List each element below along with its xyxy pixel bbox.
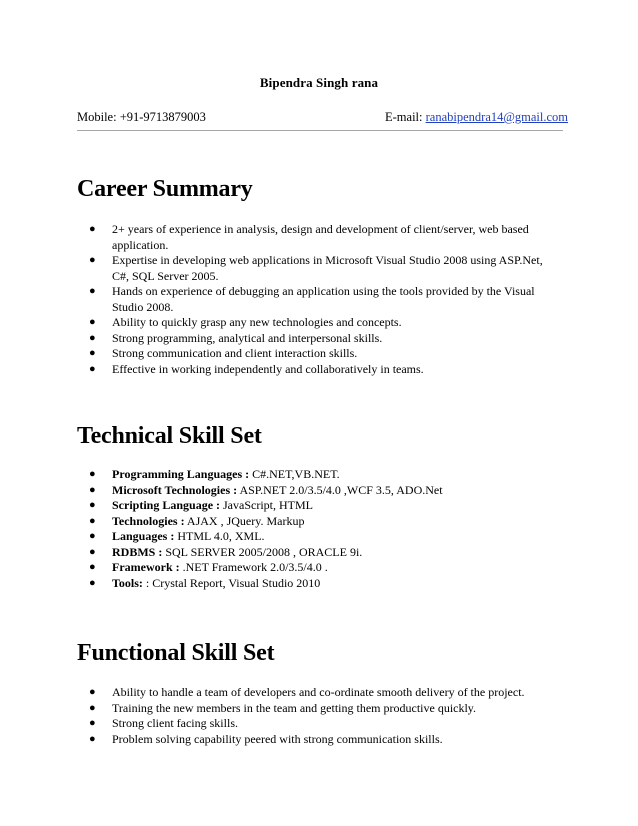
list-item-text: Expertise in developing web applications in Microsoft Visual Studio 2008 using ASP.Net, C#, SQL Server 2005.: [112, 253, 543, 283]
skill-value: JavaScript, HTML: [220, 498, 313, 512]
skill-label: Technologies :: [112, 513, 185, 528]
list-item: [77, 467, 557, 483]
list-item: [77, 315, 557, 331]
skill-label: Programming Languages :: [112, 467, 250, 481]
skill-value: AJAX , JQuery. Markup: [184, 513, 305, 528]
skill-value: HTML 4.0, XML.: [174, 529, 265, 543]
skill-value: .NET Framework 2.0/3.5/4.0 .: [179, 560, 328, 574]
bullet-icon: ●: [89, 576, 96, 589]
list-item: [77, 716, 557, 732]
candidate-name: Bipendra Singh rana: [259, 75, 379, 90]
bullet-icon: ●: [89, 254, 96, 266]
bullet-icon: ●: [89, 285, 96, 297]
bullet-icon: ●: [89, 331, 96, 344]
list-item: [77, 685, 557, 701]
career-summary-list: [77, 222, 557, 377]
bullet-icon: ●: [89, 483, 96, 496]
bullet-icon: ●: [89, 561, 96, 573]
list-item: [77, 514, 557, 530]
list-item-text: Strong communication and client interaction skills.: [112, 346, 358, 360]
list-item-text: Effective in working independently and collaboratively in teams.: [112, 361, 424, 376]
email-link[interactable]: ranabipendra14@gmail.com: [425, 110, 568, 124]
technical-skills-heading: Technical Skill Set: [77, 423, 262, 449]
list-item-text: Training the new members in the team and getting them productive quickly.: [112, 700, 477, 715]
list-item: [77, 498, 557, 514]
list-item: [77, 576, 557, 592]
skill-label: Microsoft Technologies :: [112, 482, 238, 497]
career-summary-heading: Career Summary: [77, 176, 253, 202]
header-divider: [77, 130, 563, 131]
bullet-icon: ●: [89, 347, 96, 359]
bullet-icon: ●: [89, 701, 96, 714]
list-item-text: 2+ years of experience in analysis, design and development of client/server, web based application.: [112, 222, 529, 252]
list-item: [77, 529, 557, 545]
list-item: [77, 253, 557, 284]
bullet-icon: ●: [89, 499, 96, 511]
functional-skills-list: [77, 685, 557, 747]
bullet-icon: ●: [89, 732, 96, 745]
list-item-text: Strong programming, analytical and interpersonal skills.: [112, 330, 383, 345]
skill-value: C#.NET,VB.NET.: [249, 467, 340, 481]
list-item: [77, 545, 557, 561]
skill-value: SQL SERVER 2005/2008 , ORACLE 9i.: [162, 544, 363, 559]
bullet-icon: ●: [89, 316, 96, 328]
list-item: [77, 331, 557, 347]
functional-skills-heading: Functional Skill Set: [77, 640, 275, 666]
bullet-icon: ●: [89, 686, 96, 698]
bullet-icon: ●: [89, 530, 96, 542]
list-item: [77, 346, 557, 362]
bullet-icon: ●: [89, 717, 96, 729]
skill-label: Tools:: [112, 575, 143, 590]
list-item: [77, 222, 557, 253]
list-item: [77, 732, 557, 748]
bullet-icon: ●: [89, 545, 96, 558]
list-item: [77, 483, 557, 499]
list-item-text: Ability to handle a team of developers and co-ordinate smooth delivery of the project.: [112, 685, 525, 699]
list-item-text: Problem solving capability peered with strong communication skills.: [112, 731, 443, 746]
list-item-text: Hands on experience of debugging an application using the tools provided by the Visual Studio 2008.: [112, 284, 535, 314]
bullet-icon: ●: [89, 514, 96, 527]
skill-label: RDBMS :: [112, 544, 163, 559]
skill-value: : Crystal Report, Visual Studio 2010: [142, 575, 321, 590]
email-label: E-mail:: [385, 110, 426, 124]
list-item: [77, 701, 557, 717]
list-item: [77, 560, 557, 576]
bullet-icon: ●: [89, 223, 96, 235]
bullet-icon: ●: [89, 468, 96, 480]
list-item: [77, 284, 557, 315]
skill-label: Languages :: [112, 529, 175, 543]
list-item-text: Ability to quickly grasp any new technologies and concepts.: [112, 315, 402, 329]
list-item: [77, 362, 557, 378]
skill-label: Framework :: [112, 560, 180, 574]
skill-value: ASP.NET 2.0/3.5/4.0 ,WCF 3.5, ADO.Net: [237, 482, 443, 497]
list-item-text: Strong client facing skills.: [112, 716, 238, 730]
mobile-number: Mobile: +91-9713879003: [77, 110, 206, 124]
bullet-icon: ●: [89, 362, 96, 375]
technical-skills-list: [77, 467, 557, 591]
email-block: [385, 110, 568, 125]
skill-label: Scripting Language :: [112, 498, 221, 512]
